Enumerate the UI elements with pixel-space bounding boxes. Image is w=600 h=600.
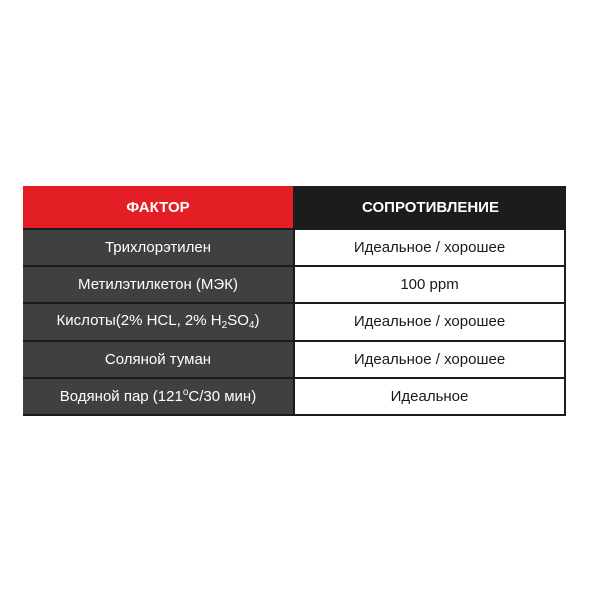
factor-text: Водяной пар (121 — [59, 388, 183, 406]
factor-cell: Метилэтилкетон (МЭК) — [23, 265, 295, 302]
resistance-cell: 100 ppm — [295, 265, 566, 302]
resistance-table — [23, 186, 566, 416]
resistance-cell: Идеальное — [295, 377, 566, 416]
factor-text: Кислоты(2% HCL, 2% H — [56, 311, 222, 329]
table-row — [23, 228, 566, 265]
factor-cell — [23, 302, 295, 339]
factor-text: С/30 мин) — [188, 388, 257, 406]
table-row — [23, 302, 566, 339]
resistance-cell: Идеальное / хорошее — [295, 340, 566, 377]
factor-text: SO — [227, 311, 249, 329]
factor-cell: Соляной туман — [23, 340, 295, 377]
subscript: 2 — [221, 319, 228, 331]
factor-cell: Трихлорэтилен — [23, 228, 295, 265]
resistance-cell: Идеальное / хорошее — [295, 302, 566, 339]
table-header-row — [23, 186, 566, 228]
superscript: о — [182, 387, 189, 399]
resistance-cell: Идеальное / хорошее — [295, 228, 566, 265]
header-resistance: СОПРОТИВЛЕНИЕ — [295, 186, 566, 228]
table-row — [23, 265, 566, 302]
header-factor: ФАКТОР — [23, 186, 295, 228]
table-row — [23, 340, 566, 377]
factor-cell — [23, 377, 295, 416]
resistance-table-container — [23, 186, 566, 416]
subscript: 4 — [248, 319, 255, 331]
factor-text: ) — [254, 311, 260, 329]
table-row — [23, 377, 566, 416]
